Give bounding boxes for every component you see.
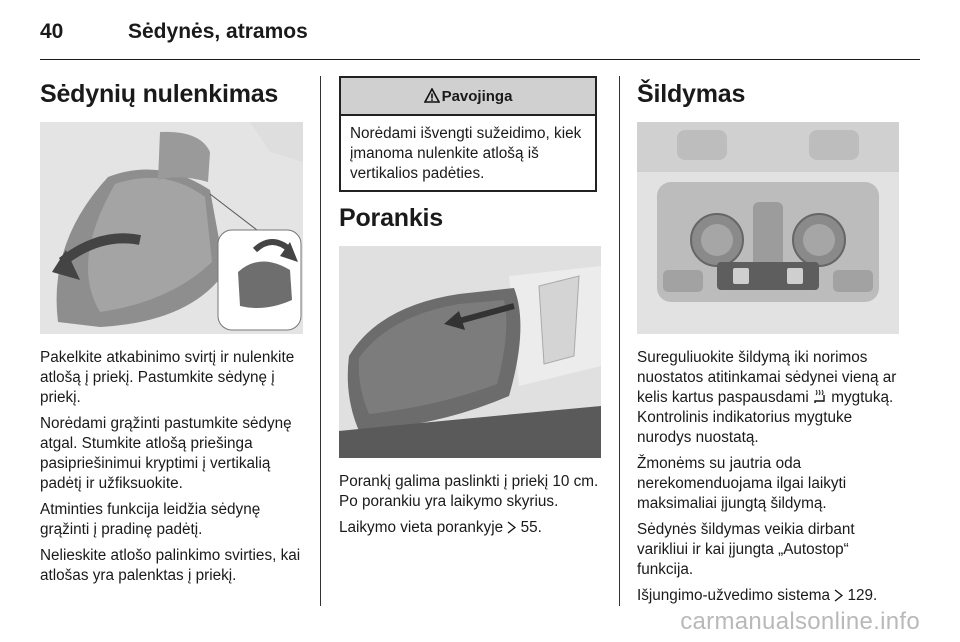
- reference-text: Išjungimo-užvedimo sistema: [637, 587, 830, 604]
- paragraph: [637, 586, 909, 606]
- instruction-text: Sureguliuokite šildymą iki norimos nuostatos atitinkamai sėdynei vieną ar kelis kartus paspausdami: [637, 349, 897, 406]
- section-title: Šildymas: [637, 80, 746, 108]
- paragraph: Porankį galima paslinkti į priekį 10 cm. Po porankiu yra laikymo skyrius.: [339, 473, 599, 510]
- paragraph: Norėdami grąžinti pastumkite sėdynę atgal. Stumkite atlošą priešinga pasipriešinimui kryptimi į vertikalią padėtį ir užfiksuokite.: [40, 415, 292, 492]
- warning-label: Pavojinga: [441, 87, 513, 105]
- reference-arrow-icon: [507, 521, 516, 534]
- paragraph: Pakelkite atkabinimo svirtį ir nulenkite atlošą į priekį. Pastumkite sėdynę į priekį.: [40, 349, 295, 406]
- paragraph: [637, 348, 909, 448]
- seat-folding-illustration: [40, 122, 303, 334]
- column-divider: [619, 76, 620, 606]
- column-divider: [320, 76, 321, 606]
- column-heating: [637, 76, 909, 612]
- column-armrest: [339, 76, 601, 544]
- header-rule: [40, 59, 920, 60]
- page-number: 40: [40, 20, 64, 43]
- paragraph: Atminties funkcija leidžia sėdynę grąžinti į pradinę padėtį.: [40, 501, 261, 538]
- paragraph: [339, 518, 601, 538]
- column-seat-folding: [40, 76, 304, 592]
- reference-arrow-icon: [834, 589, 843, 602]
- instruction-text-cont: mygtuką. Kontrolinis indikatorius mygtuke nurodys nuostatą.: [637, 389, 894, 446]
- reference-text: Laikymo vieta porankyje: [339, 519, 504, 536]
- watermark: carmanualsonline.info: [680, 608, 920, 635]
- warning-triangle-icon: [424, 88, 440, 104]
- paragraph: Nelieskite atlošo palinkimo svirties, kai atlošas yra palenktas į priekį.: [40, 547, 301, 584]
- seat-heating-icon: [813, 389, 827, 404]
- warning-text: Norėdami išvengti sužeidimo, kiek įmanoma nulenkite atlošą iš vertikalios padėties.: [350, 125, 582, 182]
- section-title: Sėdynių nulenkimas: [40, 80, 279, 108]
- chapter-title: Sėdynės, atramos: [128, 20, 308, 43]
- page-reference: 129.: [847, 587, 878, 604]
- armrest-illustration: [339, 246, 601, 458]
- heating-panel-illustration: [637, 122, 899, 334]
- warning-box: [339, 76, 597, 192]
- section-title: Porankis: [339, 204, 444, 232]
- warning-heading: [341, 78, 595, 116]
- paragraph: Sėdynės šildymas veikia dirbant varikliui ir kai įjungta „Autostop“ funkcija.: [637, 521, 855, 578]
- page-reference: 55.: [520, 519, 542, 536]
- paragraph: Žmonėms su jautria oda nerekomenduojama ilgai laikyti maksimaliai įjungtą šildymą.: [637, 455, 847, 512]
